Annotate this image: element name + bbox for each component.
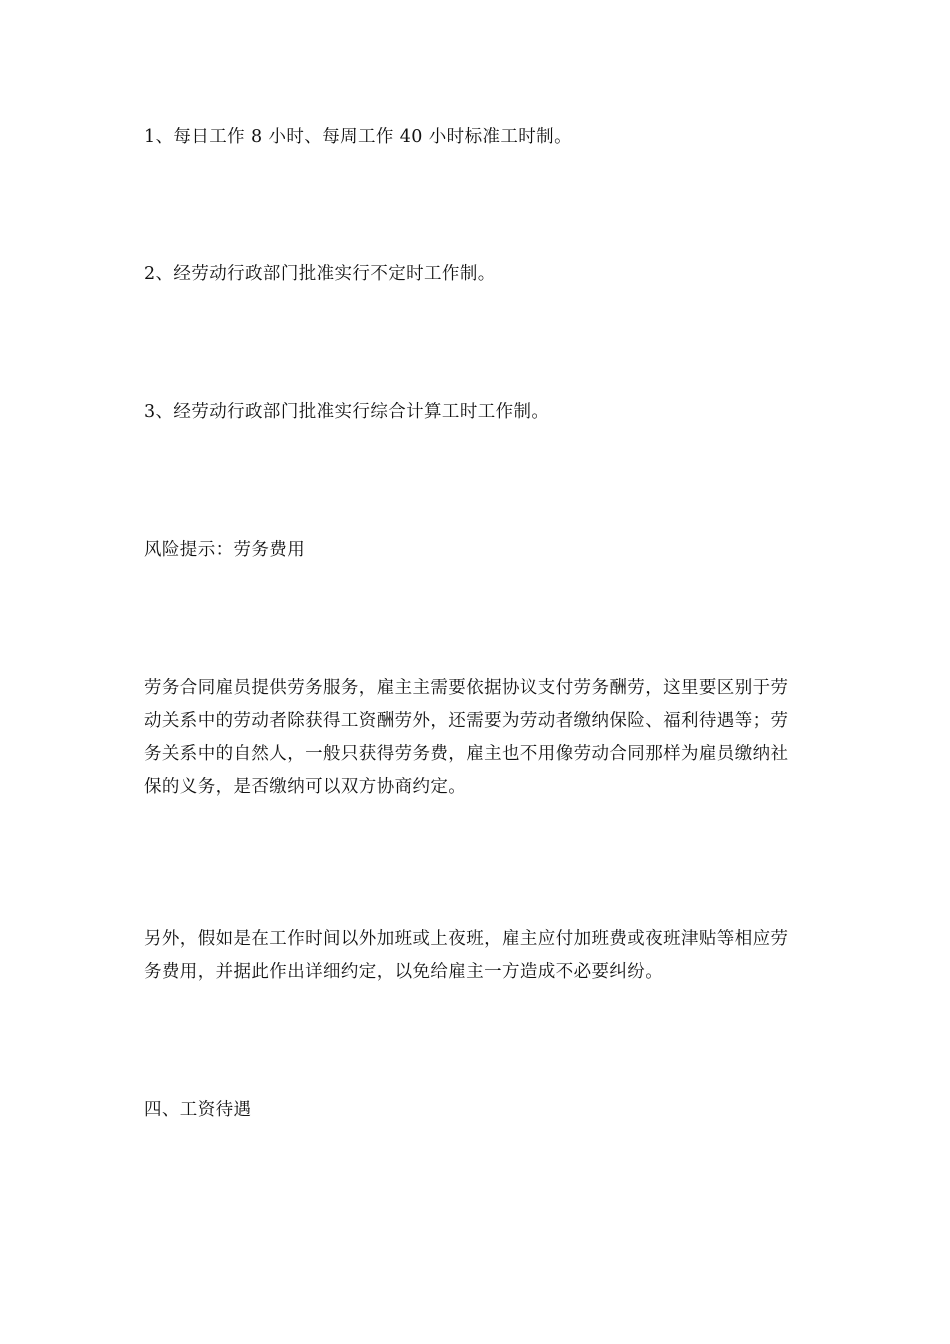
work-hours-item-flexible: 2、经劳动行政部门批准实行不定时工作制。 [144, 264, 496, 284]
risk-notice-heading: 风险提示：劳务费用 [144, 540, 306, 560]
labor-service-fee-paragraph: 劳务合同雇员提供劳务服务，雇主主需要依据协议支付劳务酬劳，这里要区别于劳动关系中的劳动者除获得工资酬劳外，还需要为劳动者缴纳保险、福利待遇等；劳务关系中的自然人，一般只获得劳务费，雇主也不用像劳动合同那样为雇员缴纳社保的义务，是否缴纳可以双方协商约定。 [144, 678, 789, 797]
salary-section-heading: 四、工资待遇 [144, 1100, 252, 1120]
overtime-fee-paragraph: 另外，假如是在工作时间以外加班或上夜班，雇主应付加班费或夜班津贴等相应劳务费用，并据此作出详细约定，以免给雇主一方造成不必要纠纷。 [144, 929, 789, 982]
work-hours-item-comprehensive: 3、经劳动行政部门批准实行综合计算工时工作制。 [144, 402, 550, 422]
work-hours-item-standard: 1、每日工作 8 小时、每周工作 40 小时标准工时制。 [144, 127, 572, 147]
